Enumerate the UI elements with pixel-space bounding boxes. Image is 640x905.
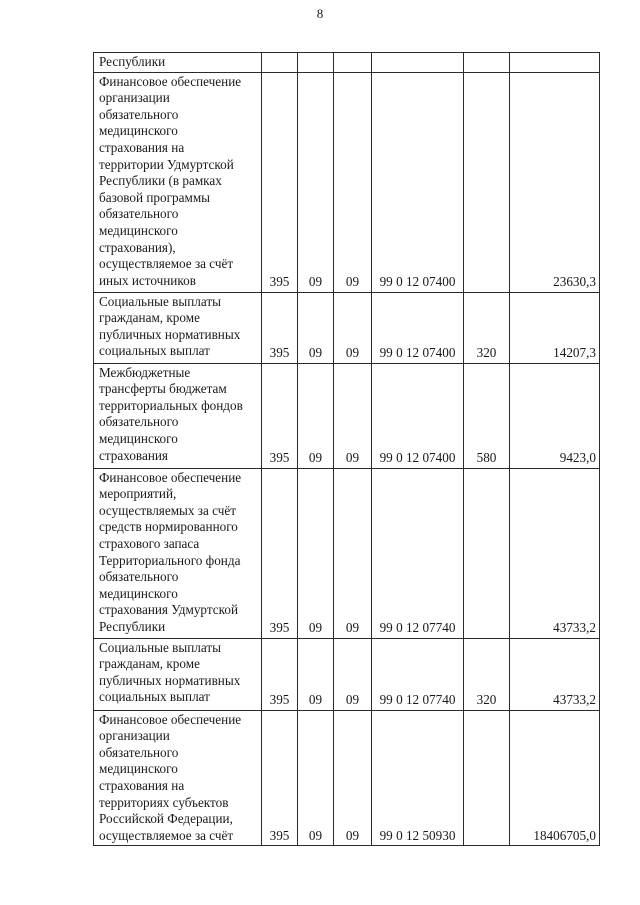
row-name: Финансовое обеспечение организации обязательного медицинского страхования на территории Удмуртской Республики (в рамках базовой программы обязательного медицинского страхования), осуществляемое за счёт иных источников [94,72,262,292]
subsection-code: 09 [334,468,372,638]
row-name: Социальные выплаты гражданам, кроме публичных нормативных социальных выплат [94,638,262,710]
table-row [94,72,600,292]
subsection-code [334,53,372,73]
amount: 43733,2 [510,468,600,638]
expense-type [464,468,510,638]
section-code: 09 [298,292,334,363]
ministry-code: 395 [262,710,298,846]
table-row [94,292,600,363]
table-row [94,468,600,638]
target-article: 99 0 12 07740 [372,638,464,710]
section-code: 09 [298,363,334,468]
subsection-code: 09 [334,72,372,292]
subsection-code: 09 [334,638,372,710]
section-code: 09 [298,638,334,710]
row-name: Финансовое обеспечение мероприятий, осуществляемых за счёт средств нормированного страхового запаса Территориального фонда обязательного медицинского страхования Удмуртской Республики [94,468,262,638]
ministry-code: 395 [262,292,298,363]
table-row [94,710,600,846]
expense-type [464,72,510,292]
page-number: 8 [316,6,324,21]
expense-type: 580 [464,363,510,468]
row-name: Межбюджетные трансферты бюджетам территориальных фондов обязательного медицинского страхования [94,363,262,468]
section-code: 09 [298,468,334,638]
amount: 23630,3 [510,72,600,292]
amount: 43733,2 [510,638,600,710]
target-article: 99 0 12 07740 [372,468,464,638]
amount [510,53,600,73]
subsection-code: 09 [334,710,372,846]
ministry-code: 395 [262,638,298,710]
section-code [298,53,334,73]
row-name: Финансовое обеспечение организации обязательного медицинского страхования на территориях субъектов Российской Федерации, осуществляемое за счёт [94,710,262,846]
ministry-code: 395 [262,363,298,468]
target-article: 99 0 12 07400 [372,363,464,468]
amount: 9423,0 [510,363,600,468]
row-name: Социальные выплаты гражданам, кроме публичных нормативных социальных выплат [94,292,262,363]
target-article: 99 0 12 50930 [372,710,464,846]
ministry-code: 395 [262,468,298,638]
expense-type [464,710,510,846]
amount: 14207,3 [510,292,600,363]
target-article: 99 0 12 07400 [372,292,464,363]
target-article: 99 0 12 07400 [372,72,464,292]
table-row [94,638,600,710]
subsection-code: 09 [334,292,372,363]
table-row [94,363,600,468]
table-row [94,53,600,73]
expense-type [464,53,510,73]
subsection-code: 09 [334,363,372,468]
section-code: 09 [298,72,334,292]
section-code: 09 [298,710,334,846]
budget-table [93,52,600,846]
expense-type: 320 [464,638,510,710]
amount: 18406705,0 [510,710,600,846]
target-article [372,53,464,73]
row-name: Республики [94,53,262,73]
ministry-code [262,53,298,73]
expense-type: 320 [464,292,510,363]
ministry-code: 395 [262,72,298,292]
